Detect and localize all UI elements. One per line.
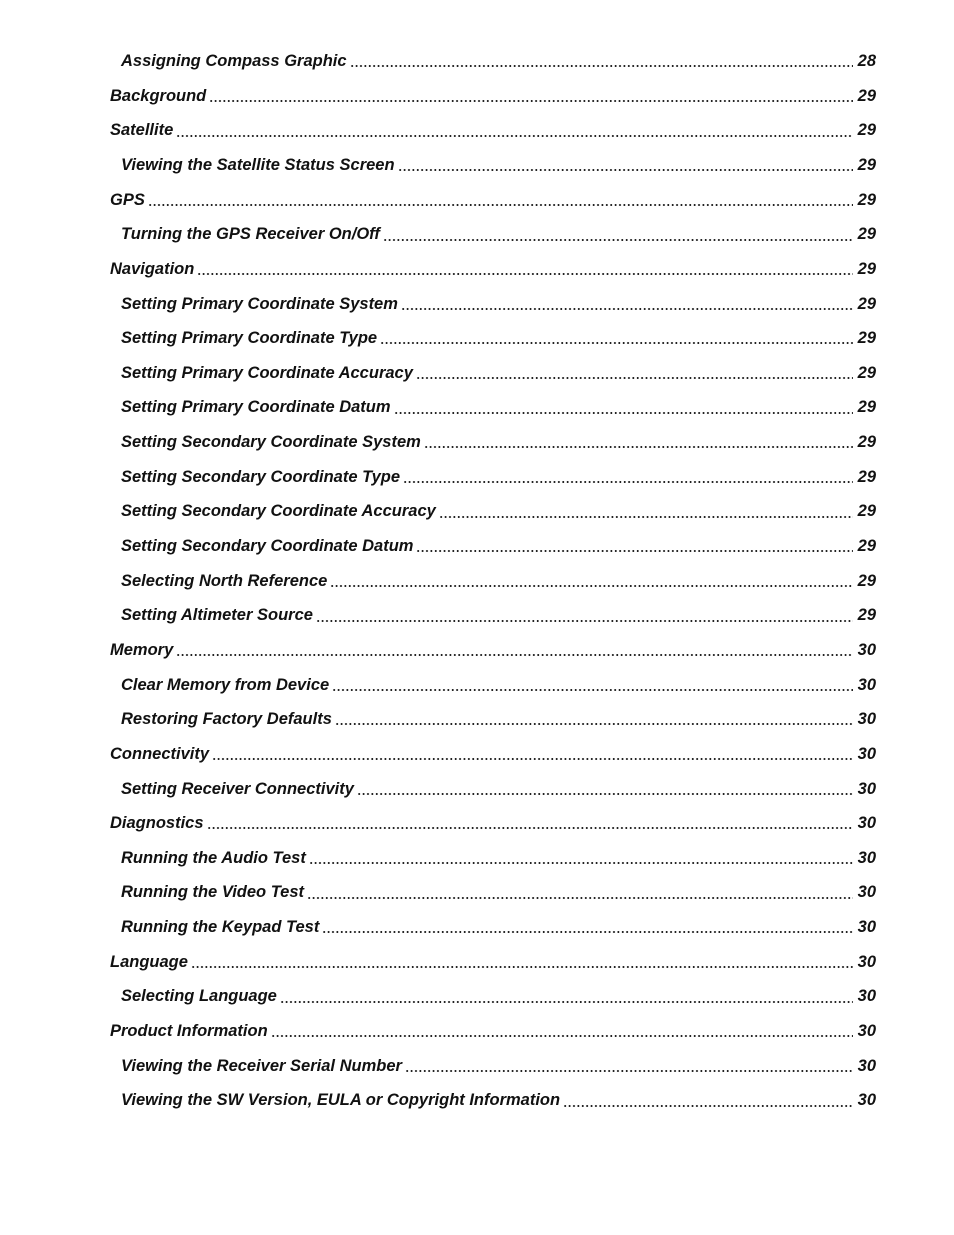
toc-entry-title: Running the Audio Test (121, 850, 309, 867)
toc-entry-title: Setting Secondary Coordinate System (121, 434, 424, 451)
toc-entry[interactable] (0, 910, 954, 945)
toc-entry-title: Product Information (110, 1023, 271, 1040)
toc-entry-page-number: 29 (857, 606, 876, 625)
toc-entry[interactable] (0, 460, 954, 495)
toc-entry-page-number: 29 (857, 86, 876, 105)
table-of-contents (0, 44, 954, 1118)
toc-entry-title: Memory (110, 642, 176, 659)
dot-leader (209, 99, 853, 103)
toc-entry-page-number: 29 (857, 363, 876, 382)
toc-entry[interactable] (0, 494, 954, 529)
toc-entry-page-number: 29 (857, 155, 876, 174)
toc-entry-title: Clear Memory from Device (121, 677, 332, 694)
toc-entry-page-number: 30 (857, 952, 876, 971)
toc-entry[interactable] (0, 979, 954, 1014)
toc-entry-title: Selecting Language (121, 988, 280, 1005)
toc-entry-title: Assigning Compass Graphic (121, 53, 350, 70)
toc-entry-title: Diagnostics (110, 815, 207, 832)
dot-leader (383, 238, 853, 242)
toc-entry-title: Viewing the Receiver Serial Number (121, 1058, 405, 1075)
toc-entry-title: Running the Video Test (121, 884, 307, 901)
toc-entry-page-number: 30 (857, 848, 876, 867)
toc-entry-title: Viewing the SW Version, EULA or Copyright Information (121, 1092, 563, 1109)
toc-entry-page-number: 30 (857, 675, 876, 694)
dot-leader (148, 203, 853, 207)
toc-entry[interactable] (0, 668, 954, 703)
dot-leader (197, 272, 853, 276)
toc-entry-page-number: 30 (857, 1056, 876, 1075)
toc-entry[interactable] (0, 1083, 954, 1118)
dot-leader (271, 1034, 853, 1038)
dot-leader (322, 930, 853, 934)
toc-entry-title: Selecting North Reference (121, 573, 330, 590)
toc-entry-page-number: 30 (857, 710, 876, 729)
dot-leader (398, 168, 853, 172)
dot-leader (212, 757, 853, 761)
toc-entry[interactable] (0, 390, 954, 425)
toc-entry-title: Setting Primary Coordinate Datum (121, 399, 394, 416)
dot-leader (416, 549, 853, 553)
toc-entry-page-number: 29 (857, 502, 876, 521)
toc-entry-page-number: 29 (857, 398, 876, 417)
toc-entry[interactable] (0, 598, 954, 633)
toc-entry-page-number: 30 (857, 779, 876, 798)
toc-entry-page-number: 29 (857, 190, 876, 209)
toc-entry-page-number: 30 (857, 918, 876, 937)
dot-leader (309, 861, 853, 865)
dot-leader (403, 480, 853, 484)
toc-entry-title: Background (110, 88, 209, 105)
toc-entry[interactable] (0, 841, 954, 876)
dot-leader (439, 515, 853, 519)
toc-entry-title: Setting Secondary Coordinate Accuracy (121, 503, 439, 520)
toc-entry[interactable] (0, 425, 954, 460)
dot-leader (176, 653, 853, 657)
dot-leader (563, 1104, 853, 1108)
toc-entry[interactable] (0, 771, 954, 806)
toc-entry-page-number: 30 (857, 744, 876, 763)
dot-leader (280, 1000, 853, 1004)
toc-entry[interactable] (0, 737, 954, 772)
toc-entry[interactable] (0, 633, 954, 668)
toc-entry-title: Setting Primary Coordinate Accuracy (121, 365, 416, 382)
dot-leader (405, 1069, 853, 1073)
toc-entry[interactable] (0, 79, 954, 114)
toc-entry-title: Setting Primary Coordinate System (121, 296, 401, 313)
dot-leader (357, 792, 853, 796)
toc-entry[interactable] (0, 321, 954, 356)
toc-entry-page-number: 30 (857, 814, 876, 833)
toc-entry[interactable] (0, 529, 954, 564)
toc-entry[interactable] (0, 875, 954, 910)
dot-leader (207, 826, 853, 830)
toc-entry-title: Setting Secondary Coordinate Datum (121, 538, 416, 555)
toc-entry-page-number: 29 (857, 121, 876, 140)
toc-entry[interactable] (0, 806, 954, 841)
toc-entry-page-number: 29 (857, 433, 876, 452)
dot-leader (335, 722, 853, 726)
toc-entry-page-number: 29 (857, 294, 876, 313)
toc-entry[interactable] (0, 945, 954, 980)
dot-leader (424, 445, 853, 449)
toc-entry-title: Turning the GPS Receiver On/Off (121, 226, 383, 243)
toc-entry-title: Setting Secondary Coordinate Type (121, 469, 403, 486)
toc-entry-title: Running the Keypad Test (121, 919, 322, 936)
toc-entry[interactable] (0, 702, 954, 737)
toc-entry-title: Setting Receiver Connectivity (121, 781, 357, 798)
toc-entry[interactable] (0, 356, 954, 391)
dot-leader (176, 134, 853, 138)
toc-entry-title: Satellite (110, 122, 176, 139)
toc-entry-page-number: 28 (857, 52, 876, 71)
toc-entry-page-number: 29 (857, 571, 876, 590)
toc-entry-title: Restoring Factory Defaults (121, 711, 335, 728)
toc-entry-title: Setting Primary Coordinate Type (121, 330, 380, 347)
dot-leader (401, 307, 853, 311)
toc-entry-page-number: 29 (857, 329, 876, 348)
toc-entry-page-number: 29 (857, 537, 876, 556)
toc-entry[interactable] (0, 1049, 954, 1084)
toc-entry[interactable] (0, 113, 954, 148)
toc-entry-page-number: 30 (857, 883, 876, 902)
toc-entry-page-number: 30 (857, 987, 876, 1006)
toc-entry[interactable] (0, 1014, 954, 1049)
toc-entry-title: GPS (110, 192, 148, 209)
dot-leader (332, 688, 853, 692)
toc-entry-title: Setting Altimeter Source (121, 607, 316, 624)
dot-leader (416, 376, 853, 380)
toc-entry-page-number: 29 (857, 225, 876, 244)
toc-entry-title: Connectivity (110, 746, 212, 763)
dot-leader (191, 965, 853, 969)
dot-leader (394, 411, 853, 415)
toc-entry-page-number: 30 (857, 640, 876, 659)
toc-entry-title: Navigation (110, 261, 197, 278)
dot-leader (316, 619, 853, 623)
toc-entry[interactable] (0, 148, 954, 183)
toc-entry[interactable] (0, 564, 954, 599)
toc-entry[interactable] (0, 217, 954, 252)
toc-entry-page-number: 30 (857, 1022, 876, 1040)
toc-entry[interactable] (0, 252, 954, 287)
toc-entry-page-number: 30 (857, 1091, 876, 1110)
toc-entry[interactable] (0, 183, 954, 218)
toc-entry[interactable] (0, 44, 954, 79)
toc-entry-title: Language (110, 954, 191, 971)
toc-entry-page-number: 29 (857, 467, 876, 486)
dot-leader (350, 64, 853, 68)
toc-entry-page-number: 29 (857, 259, 876, 278)
toc-entry[interactable] (0, 286, 954, 321)
dot-leader (307, 896, 853, 900)
dot-leader (330, 584, 853, 588)
dot-leader (380, 341, 853, 345)
toc-entry-title: Viewing the Satellite Status Screen (121, 157, 398, 174)
